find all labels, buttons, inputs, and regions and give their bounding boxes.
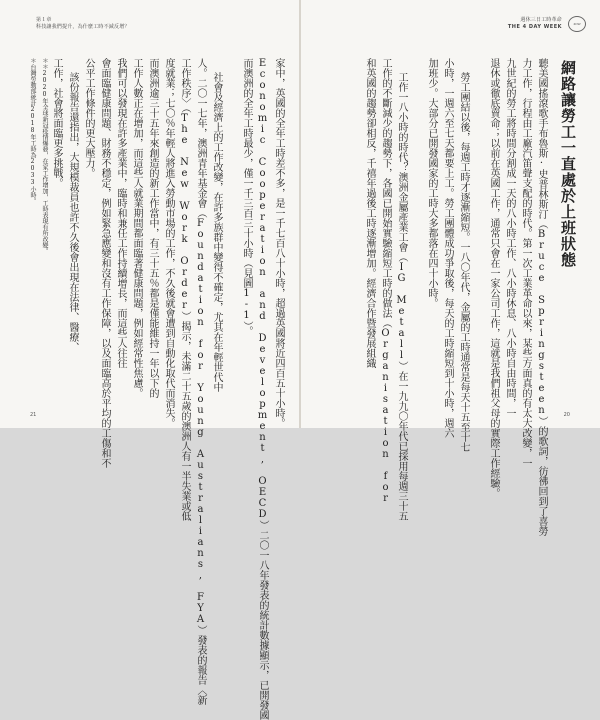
body-column: 力工作，行程由工廠汽笛聲支配的時代。第一次工業革命以來，某些方面真的有太大改變，一 <box>520 58 531 468</box>
footnote: ＊台灣勞動部統計2018年工時為2033小時。 <box>29 58 36 204</box>
body-column: 工作人數正在增加，而這些人就業期間都面臨著健康問題，例如經常性焦慮。 <box>131 58 142 398</box>
chapter-label: 第１章 <box>36 17 52 23</box>
brand-label: THE 4 DAY WEEK <box>507 24 562 30</box>
footnote: ＊＊2020年全球新冠疫情爆發，在家工作增加，工時表現有所改變。 <box>41 58 48 254</box>
body-column: 退休或徹底賣命；以前在英國工作，通常只會在一家公司工作，這就是我們祖父母的實際工作經驗。 <box>488 58 499 498</box>
body-column: 勞工團結以後，每週工時才逐漸縮短。一八〇年代，金屬的工時通常是每天十五至十七 <box>458 72 469 452</box>
body-column: 工作秩序〉（The New Work Order）揭示，未滿二十五歲的澳洲人有一半失業或低 <box>179 58 190 521</box>
body-column: 該份報告還指出，大規模裁員也許不久後會出現在法律、醫療、 <box>67 72 78 352</box>
body-column: 度就業；七〇％年輕人將進入勞動市場的工作，不久後就會遭到自動化取代而消失。 <box>163 58 174 428</box>
body-column: 人。二〇一七年，澳洲青年基金會（Foundation for Young Australians, FYA）發表的報告〈新 <box>195 58 206 705</box>
section-title: 網路讓勞工一直處於上班狀態 <box>559 60 577 268</box>
page-number: 20 <box>563 412 570 418</box>
right-page <box>301 0 600 536</box>
body-column: 和英國的趨勢卻相反，千禧年過後工時逐漸增加。經濟合作暨發展組織 <box>364 58 375 368</box>
page-number: 21 <box>30 412 37 418</box>
body-column: 公平工作條件的更大壓力。 <box>83 58 94 178</box>
body-column: 聽美國搖滾歌手布魯斯·史普林斯汀（Bruce Springsteen）的歌詞，彷彿回到了喜勞 <box>536 58 547 536</box>
running-header-left <box>36 17 130 31</box>
logo-badge-icon: 4DW <box>568 16 586 32</box>
body-column: 社會及經濟上的工作改變，在許多族群中變得不確定，尤其在年輕世代中 <box>211 72 222 392</box>
running-header-right <box>508 17 562 31</box>
body-column: 我們可以發現在許多產業中，臨時和兼任工作持續增長，而這些人往往 <box>115 58 126 368</box>
body-column: 工作，社會將面臨更多挑戰。 <box>51 58 62 188</box>
body-column: Economic Cooperation and Development, OECD）二〇一八年發表的統計數據顯示，已開發國 <box>257 58 268 720</box>
body-column: 加班少。大部分已開發國家的工時大多都落在四十小時。 <box>426 58 437 308</box>
body-column: 小時，一週六至七天都要上工。勞工團體成功爭取後，每天的工時縮短到十小時，週六 <box>442 58 453 438</box>
body-column: 而澳洲的全年工時最少，僅一千三百三十小時（見圖1-1）。 <box>241 58 252 336</box>
body-column: 九世紀的勞工將時間分割成一天的八小時工作、八小時休息、八小時自由時間，一 <box>504 58 515 418</box>
body-column: 家中，英國的全年工時差不多，是一千七百八十小時，超過英國將近四百五十小時。 <box>273 58 284 428</box>
body-column: 工作一八小時的時代？澳洲金屬產業工會（IG Metall）在一九九〇年代已採用每週三十五 <box>396 72 407 521</box>
chapter-subtitle: 科技讓我們提升，為什麼工時不減反增？ <box>36 24 130 30</box>
body-column: 而澳洲逾三十五年來創造的新工作當中，有三十五％都是僅能維持一年以下的 <box>147 58 158 398</box>
running-title: 週休三日工時革命 <box>520 17 562 23</box>
left-page <box>0 0 299 720</box>
body-column: 工作的不斷減少的趨勢下，各國已開始實驗縮短工時的做法（Organisation for <box>380 58 391 504</box>
body-column: 會面臨健康問題、財務不穩定，例如緊急應變和沒有工作保障，以及面臨高於平均的工傷和不 <box>99 58 110 468</box>
